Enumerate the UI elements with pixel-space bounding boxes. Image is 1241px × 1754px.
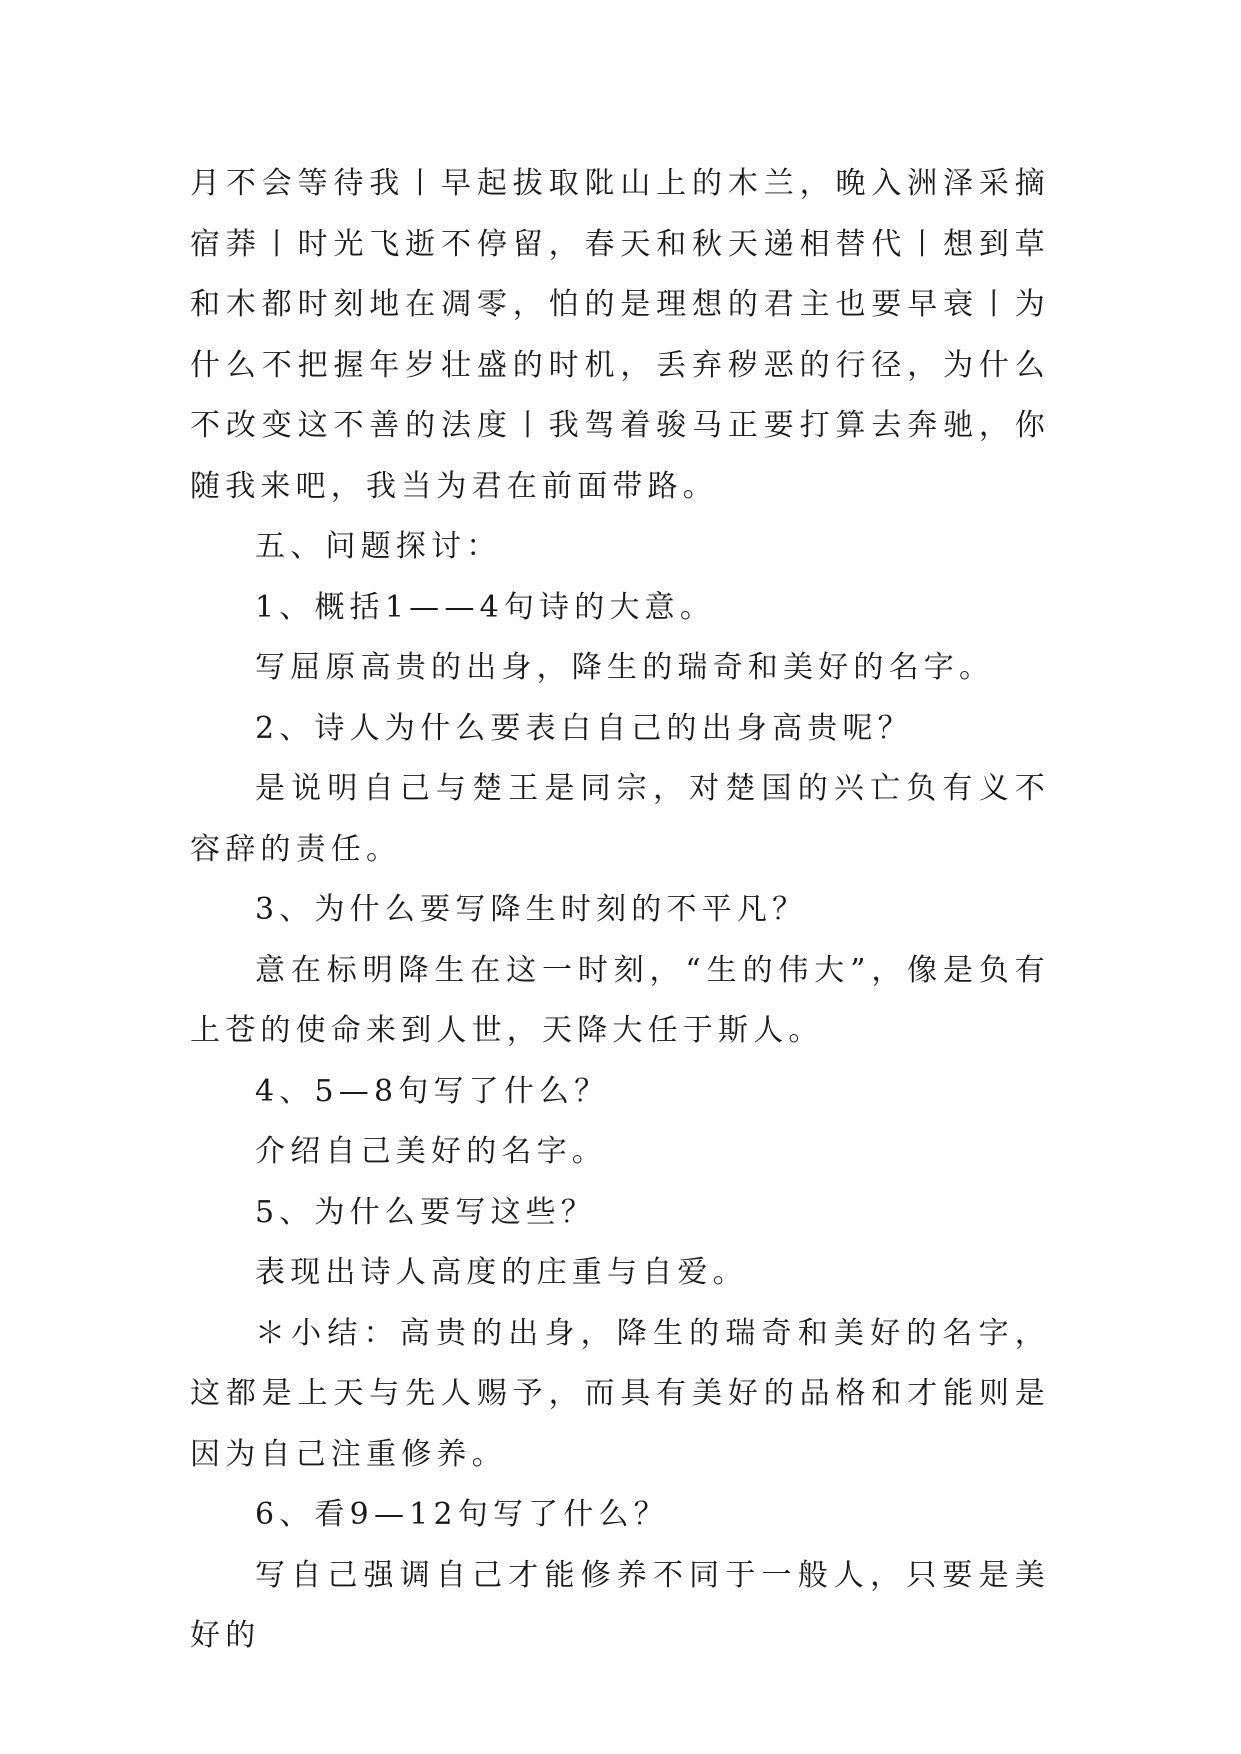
question-1: 1、概括1——4句诗的大意。 [255, 589, 716, 625]
answer-1: 写屈原高贵的出身，降生的瑞奇和美好的名字。 [255, 650, 995, 685]
question-4: 4、5—8句写了什么？ [255, 1073, 610, 1109]
answer-3: 意在标明降生在这一时刻，“生的伟大”，像是负有上苍的使命来到人世，天降大任于斯人。 [190, 952, 1050, 1048]
answer-4: 介绍自己美好的名字。 [255, 1134, 607, 1169]
document-body [190, 154, 1050, 1667]
paragraph-translation: 月不会等待我丨早起拔取阰山上的木兰，晚入洲泽采摘宿莽丨时光飞逝不停留，春天和秋天递相替代丨想到草和木都时刻地在凋零，怕的是理想的君主也要早衰丨为什么不把握年岁壮盛的时机，丢弃秽恶的行径，为什么不改变这不善的法度丨我驾着骏马正要打算去奔驰，你随我来吧，我当为君在前面带路。 [190, 166, 1050, 504]
answer-5: 表现出诗人高度的庄重与自爱。 [255, 1255, 748, 1290]
answer-2: 是说明自己与楚王是同宗，对楚国的兴亡负有义不容辞的责任。 [190, 771, 1050, 867]
answer-6: 写自己强调自己才能修养不同于一般人，只要是美好的 [190, 1557, 1050, 1653]
section-heading: 五、问题探讨： [255, 529, 502, 564]
question-3: 3、为什么要写降生时刻的不平凡？ [255, 892, 808, 927]
question-6: 6、看9—12句写了什么？ [255, 1497, 669, 1532]
question-5: 5、为什么要写这些？ [255, 1194, 597, 1230]
question-2: 2、诗人为什么要表白自己的出身高贵呢？ [255, 710, 913, 746]
summary: ＊小结：高贵的出身，降生的瑞奇和美好的名字，这都是上天与先人赐予，而具有美好的品格和才能则是因为自己注重修养。 [190, 1315, 1050, 1472]
